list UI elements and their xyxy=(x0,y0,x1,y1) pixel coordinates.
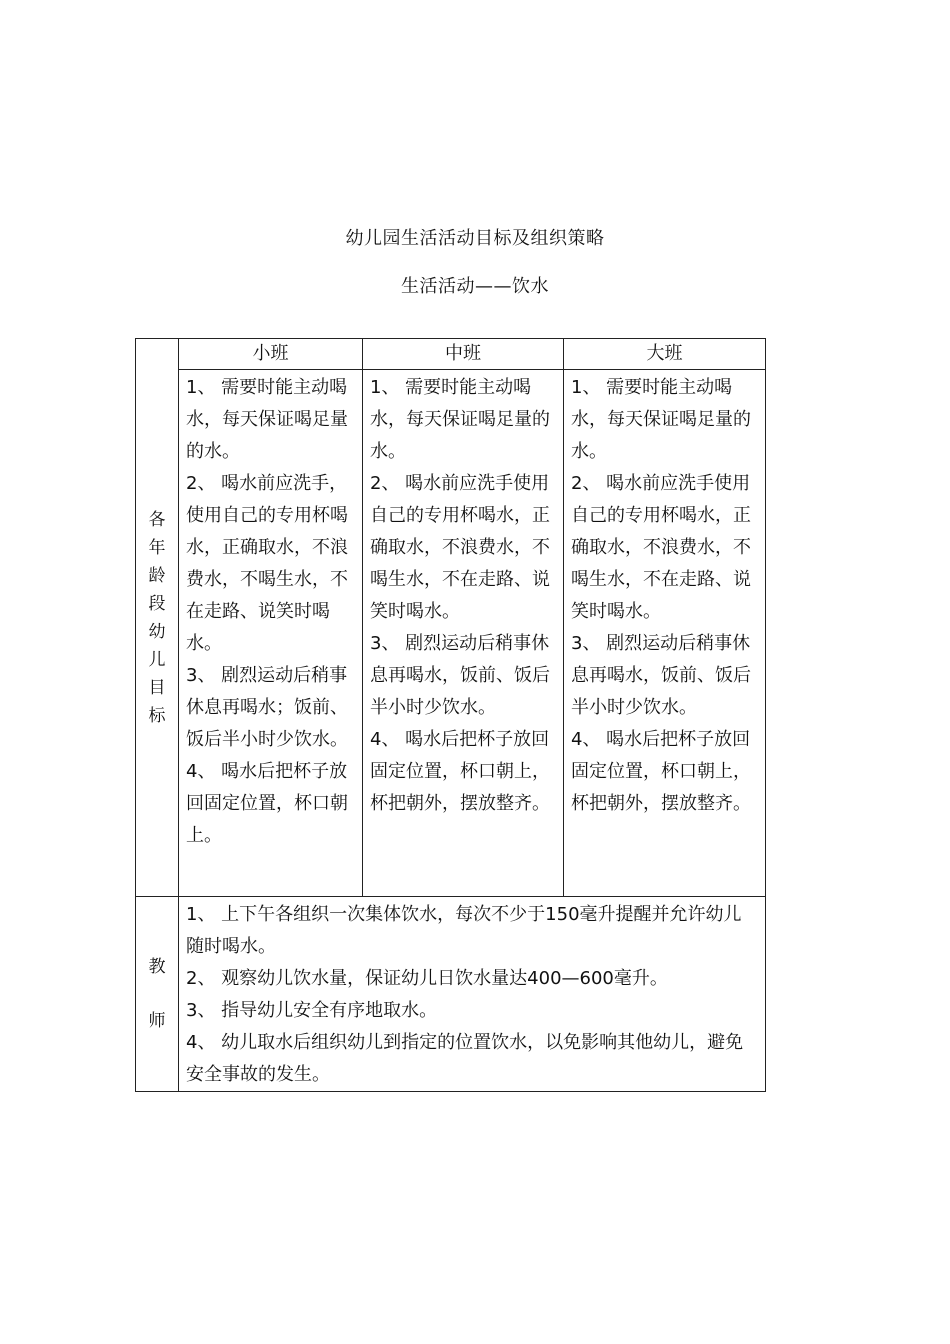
goal-item: 4、 喝水后把杯子放回固定位置，杯口朝上。 xyxy=(186,761,348,846)
goal-item: 2、 喝水前应洗手使用自己的专用杯喝水，正确取水，不浪费水，不喝生水，不在走路、说笑时喝水。 xyxy=(370,473,550,622)
age-goals-label xyxy=(136,506,178,730)
goal-item: 3、 剧烈运动后稍事休息再喝水；饭前、饭后半小时少饮水。 xyxy=(186,665,348,750)
strategy-item: 2、 观察幼儿饮水量，保证幼儿日饮水量达400—600毫升。 xyxy=(186,968,668,989)
strategy-item: 4、 幼儿取水后组织幼儿到指定的位置饮水，以免影响其他幼儿，避免安全事故的发生。 xyxy=(186,1032,744,1085)
header-daban: 大班 xyxy=(564,339,766,370)
daban-goals xyxy=(564,370,766,897)
label-char: 标 xyxy=(148,705,166,726)
corner-cell xyxy=(136,339,179,897)
goal-item: 2、 喝水前应洗手，使用自己的专用杯喝水，正确取水，不浪费水，不喝生水，不在走路、说笑时喝水。 xyxy=(186,473,348,654)
label-char: 段 xyxy=(148,593,166,614)
goal-item: 3、 剧烈运动后稍事休息再喝水，饭前、饭后半小时少饮水。 xyxy=(370,633,550,718)
activity-table xyxy=(135,338,766,1092)
label-char: 各 xyxy=(148,509,166,530)
goal-item: 1、 需要时能主动喝水，每天保证喝足量的水。 xyxy=(571,377,751,462)
label-char: 师 xyxy=(148,1011,166,1031)
label-char: 龄 xyxy=(148,565,166,586)
teacher-label xyxy=(136,897,179,1092)
xiaoban-goals xyxy=(179,370,363,897)
goal-item: 2、 喝水前应洗手使用自己的专用杯喝水，正确取水，不浪费水，不喝生水，不在走路、说笑时喝水。 xyxy=(571,473,751,622)
goal-item: 4、 喝水后把杯子放回固定位置，杯口朝上，杯把朝外，摆放整齐。 xyxy=(370,729,550,814)
goal-item: 1、 需要时能主动喝水，每天保证喝足量的水。 xyxy=(370,377,550,462)
strategy-item: 1、 上下午各组织一次集体饮水，每次不少于150毫升提醒并允许幼儿随时喝水。 xyxy=(186,904,742,957)
teacher-strategies xyxy=(179,897,766,1092)
label-char: 教 xyxy=(148,957,166,977)
header-xiaoban: 小班 xyxy=(179,339,363,370)
goal-item: 4、 喝水后把杯子放回固定位置，杯口朝上，杯把朝外，摆放整齐。 xyxy=(571,729,751,814)
document-subtitle: 生活活动——饮水 xyxy=(401,276,549,297)
label-char: 儿 xyxy=(148,649,166,670)
strategy-item: 3、 指导幼儿安全有序地取水。 xyxy=(186,1000,438,1021)
label-char: 年 xyxy=(148,537,166,558)
label-char: 目 xyxy=(148,677,166,698)
goal-item: 1、 需要时能主动喝水，每天保证喝足量的水。 xyxy=(186,377,348,462)
document-title: 幼儿园生活活动目标及组织策略 xyxy=(345,228,605,249)
goal-item: 3、 剧烈运动后稍事休息再喝水，饭前、饭后半小时少饮水。 xyxy=(571,633,751,718)
header-zhongban: 中班 xyxy=(363,339,564,370)
header-row xyxy=(136,339,766,370)
zhongban-goals xyxy=(363,370,564,897)
goals-row xyxy=(136,370,766,897)
teacher-row xyxy=(136,897,766,1092)
label-char: 幼 xyxy=(148,621,166,642)
